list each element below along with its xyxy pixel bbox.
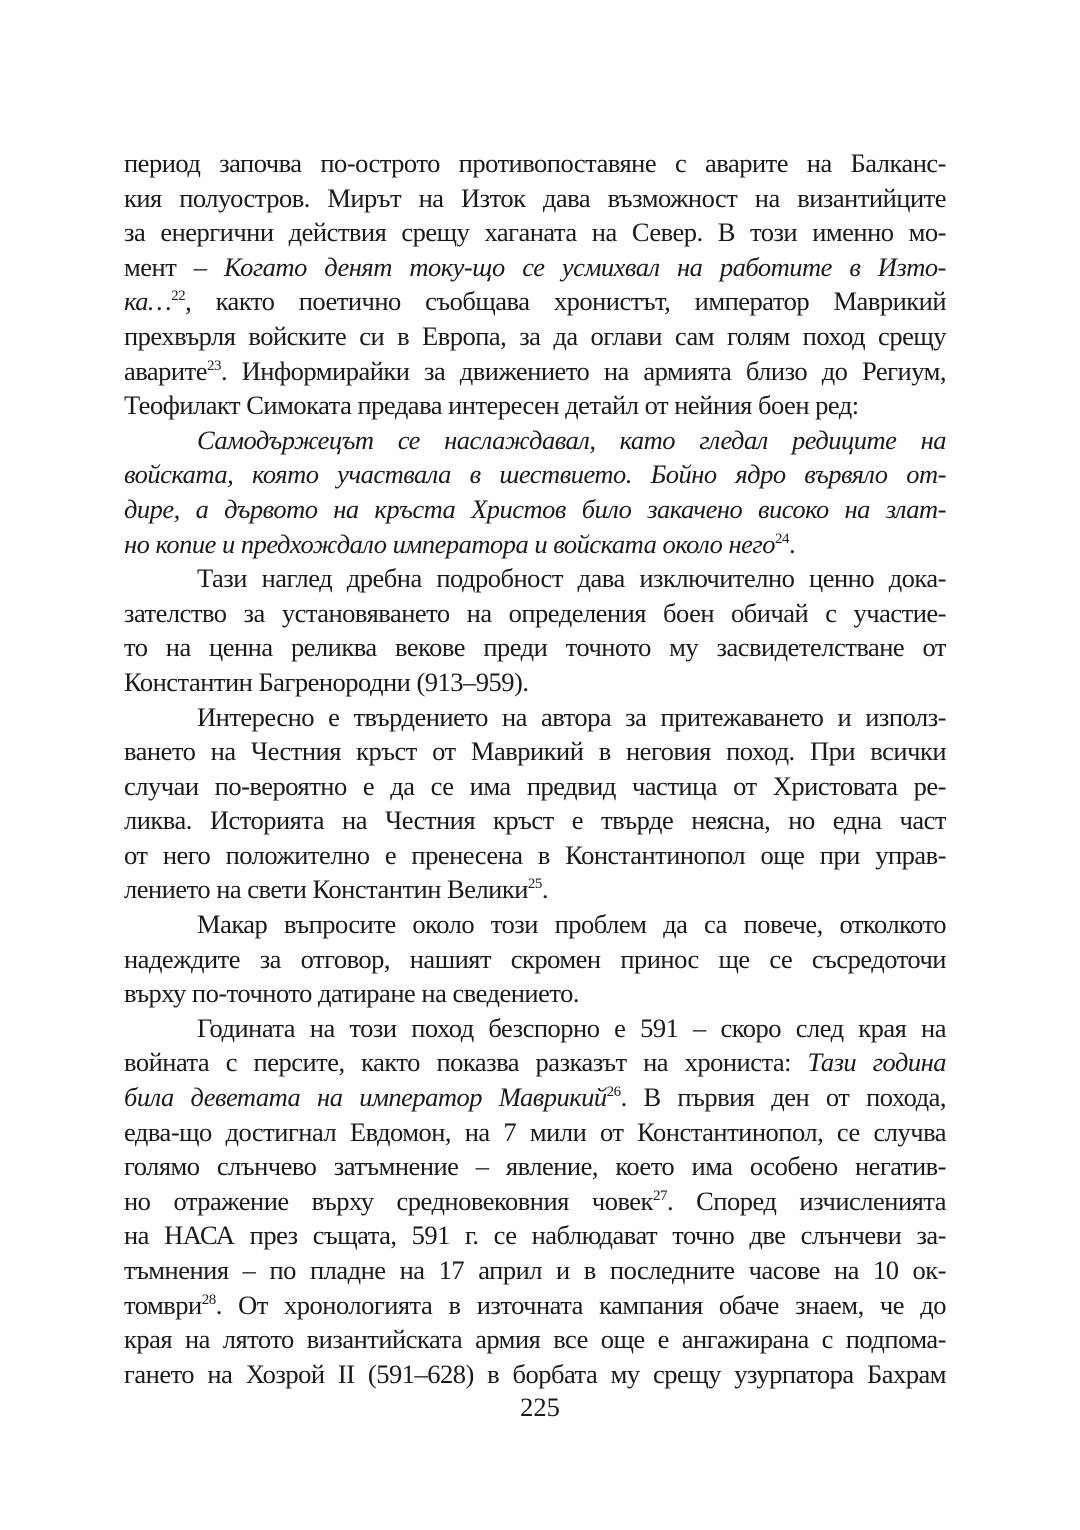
text-segment: . В първия ден от похода, [620, 1082, 946, 1113]
text-line [124, 596, 946, 631]
text-line [124, 1357, 946, 1392]
text-line [124, 907, 946, 942]
text-segment: случаи по-вероятно е да се има предвид частица от Христовата ре- [124, 770, 946, 801]
text-segment: тъмнения – по пладне на 17 април и в последните часове на 10 ок- [124, 1255, 946, 1285]
text-segment: Константин Багренородни (913–959). [124, 666, 529, 697]
text-line [124, 1080, 946, 1115]
text-segment: период започва по-острото противопоставяне с аварите на Балканс- [124, 148, 946, 178]
footnote-ref: 26 [606, 1084, 621, 1101]
text-line [124, 665, 946, 700]
text-segment: надеждите за отговор, нашият скромен принос ще се съсредоточи [124, 943, 946, 974]
text-segment: зателство за установяването на определения боен обичай с участие- [124, 597, 946, 628]
italic-quote: била деветата на император Маврикий [124, 1082, 607, 1113]
text-line [124, 492, 946, 527]
italic-quote: ка… [124, 286, 172, 317]
text-segment: . Според изчисленията [666, 1185, 946, 1216]
text-segment: . [788, 528, 796, 559]
text-line [124, 215, 946, 250]
text-line [124, 1184, 946, 1219]
text-line [124, 1322, 946, 1357]
text-segment: Интересно е твърдението на автора за притежаването и използ- [197, 701, 946, 732]
text-line [124, 976, 946, 1011]
text-segment: прехвърля войските си в Европа, за да оглави сам голям поход срещу [124, 320, 946, 351]
text-line [124, 700, 946, 735]
text-line [124, 146, 946, 181]
text-line [124, 1288, 946, 1323]
text-line [124, 1253, 946, 1288]
text-segment: . Информирайки за движението на армията близо до Региум, [220, 355, 946, 386]
text-line [124, 423, 946, 458]
text-line [124, 803, 946, 838]
text-segment: аварите [124, 355, 207, 386]
text-segment: върху по-точното датиране на сведението. [124, 978, 579, 1009]
text-segment: Тази наглед дребна подробност дава изключително ценно дока- [197, 563, 946, 594]
text-segment: . От хронологията в източната кампания обаче знаем, че до [215, 1289, 946, 1320]
text-segment: кия полуостров. Мирът на Изток дава възможност на византийците [124, 182, 946, 213]
text-segment: ликва. Историята на Честния кръст е твърде неясна, но една част [124, 805, 946, 836]
text-segment: ването на Честния кръст от Маврикий в неговия поход. При всички [124, 736, 946, 767]
text-segment: лението на свети Константин Велики [124, 874, 528, 905]
text-line [124, 734, 946, 769]
text-line [124, 1115, 946, 1150]
italic-quote: дире, а дървото на кръста Христов било закачено високо на злат- [124, 493, 946, 524]
page-body [124, 146, 946, 1391]
text-segment: гането на Хозрой II (591–628) в борбата му срещу узурпатора Бахрам [124, 1358, 946, 1389]
text-line [124, 561, 946, 596]
text-segment: от него положително е пренесена в Константинопол още при управ- [124, 839, 946, 870]
text-segment: томври [124, 1289, 202, 1320]
text-line [124, 284, 946, 319]
footnote-ref: 27 [652, 1187, 667, 1204]
text-segment: на НАСА през същата, 591 г. се наблюдават точно две слънчеви за- [124, 1220, 946, 1251]
footnote-ref: 24 [774, 530, 789, 547]
text-line [124, 354, 946, 389]
italic-quote: Самодържецът се наслаждавал, като гледал редиците на [197, 424, 946, 455]
text-line [124, 1218, 946, 1253]
text-line [124, 1045, 946, 1080]
text-segment: едва-що достигнал Евдомон, на 7 мили от Константинопол, се случва [124, 1116, 946, 1147]
text-line [124, 527, 946, 562]
footnote-ref: 28 [201, 1291, 216, 1308]
text-line [124, 872, 946, 907]
text-line [124, 838, 946, 873]
text-segment: голямо слънчево затъмнение – явление, което има особено негатив- [124, 1151, 946, 1182]
text-line [124, 457, 946, 492]
footnote-ref: 25 [527, 876, 542, 893]
text-segment: Годината на този поход безспорно е 591 – скоро след края на [197, 1012, 946, 1043]
italic-quote: но копие и предхождало императора и войската около него [124, 528, 775, 559]
text-line [124, 388, 946, 423]
italic-quote: Тази година [807, 1047, 946, 1078]
text-segment: мент – [124, 251, 224, 282]
text-segment: края на лятото византийската армия все още е ангажирана с подпома- [124, 1324, 946, 1355]
footnote-ref: 22 [171, 288, 186, 305]
text-line [124, 250, 946, 285]
text-line [124, 942, 946, 977]
text-segment: но отражение върху средновековния човек [124, 1185, 653, 1216]
text-line [124, 181, 946, 216]
text-segment: , както поетично съобщава хронистът, император Маврикий [185, 286, 946, 317]
page-number: 225 [520, 1392, 560, 1422]
text-segment: Макар въпросите около този проблем да са повече, отколкото [197, 909, 946, 940]
text-line [124, 630, 946, 665]
italic-quote: войската, която участвала в шествието. Бойно ядро вървяло от- [124, 459, 946, 490]
text-line [124, 319, 946, 354]
text-segment: войната с персите, както показва разказът на хрониста: [124, 1047, 808, 1078]
text-line [124, 1149, 946, 1184]
text-line [124, 1011, 946, 1046]
text-segment: то на ценна реликва векове преди точното му засвидетелстване от [124, 632, 946, 663]
text-segment: Теофилакт Симоката предава интересен детайл от нейния боен ред: [124, 390, 859, 421]
italic-quote: Когато денят току-що се усмихвал на работите в Изто- [224, 251, 946, 282]
text-segment: за енергични действия срещу хаганата на Север. В този именно мо- [124, 217, 946, 248]
text-line [124, 769, 946, 804]
text-segment: . [541, 874, 549, 905]
footnote-ref: 23 [206, 357, 221, 374]
